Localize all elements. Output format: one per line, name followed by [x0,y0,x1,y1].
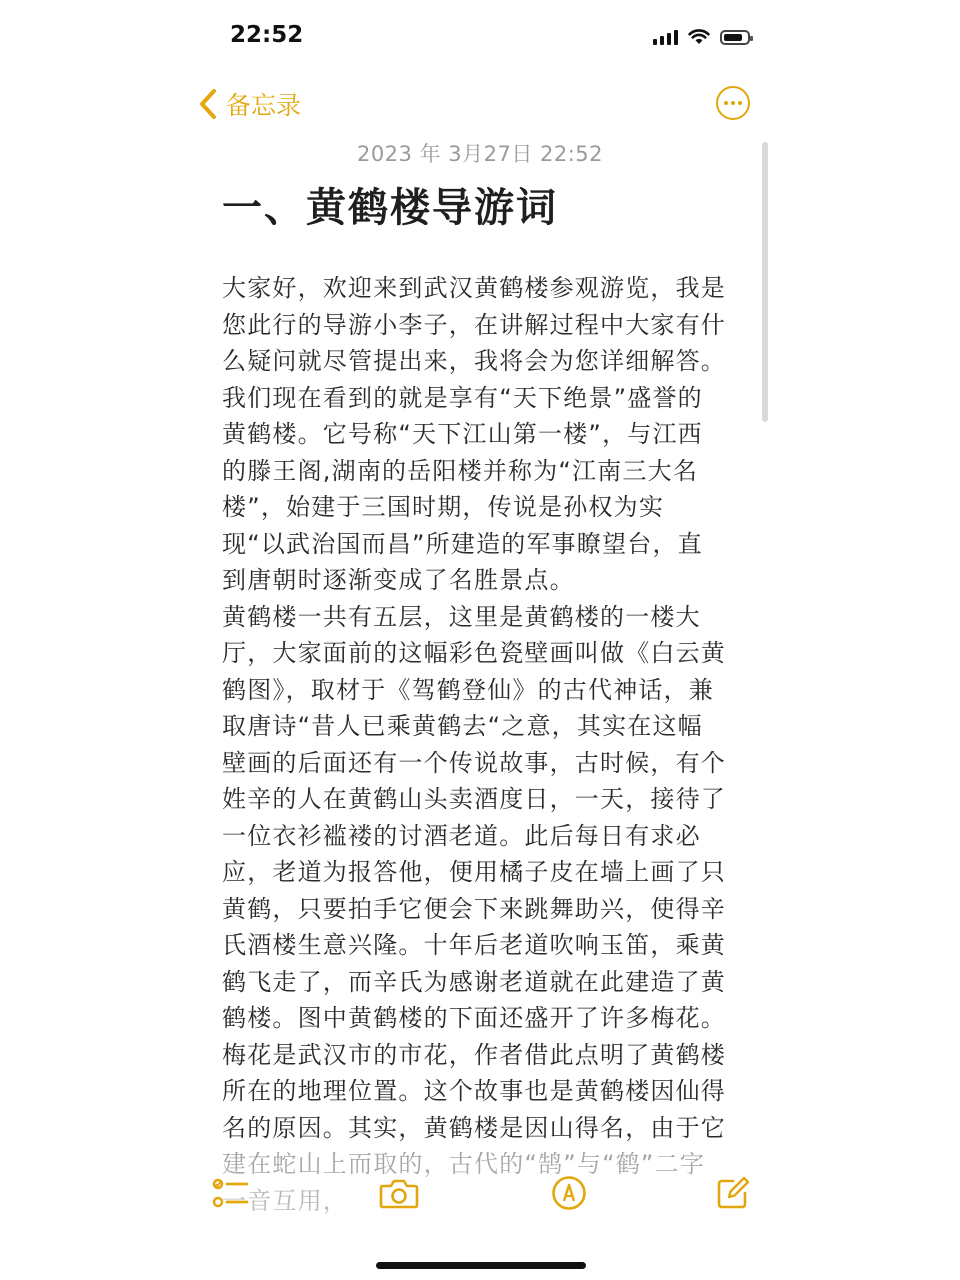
markup-button[interactable] [548,1172,590,1214]
status-icons [653,26,750,48]
note-body[interactable] [222,270,726,1219]
scrollbar[interactable] [762,142,768,422]
ellipsis-circle-icon [724,101,728,105]
bottom-toolbar [192,1172,768,1222]
back-button[interactable] [198,86,301,122]
checklist-icon [212,1176,250,1210]
pen-markup-icon [551,1175,587,1211]
notes-app-screen [192,0,768,1280]
back-label: 备忘录 [226,91,302,120]
note-paragraph: 大家好，欢迎来到武汉黄鹤楼参观游览，我是您此行的导游小李子，在讲解过程中大家有什么疑问就尽管提出来，我将会为您详细解答。 [222,274,726,375]
wifi-icon [688,29,710,45]
camera-icon [379,1177,419,1209]
compose-button[interactable] [712,1172,754,1214]
chevron-left-icon [198,88,218,120]
home-indicator[interactable] [376,1262,586,1269]
compose-icon [716,1176,750,1210]
battery-icon [720,30,750,45]
note-paragraph: 黄鹤楼一共有五层，这里是黄鹤楼的一楼大厅，大家面前的这幅彩色瓷壁画叫做《白云黄鹤图》，取材于《驾鹤登仙》的古代神话，兼取唐诗“昔人已乘黄鹤去“之意，其实在这幅壁画的后面还有一个传说故事，古时候，有个姓辛的人在黄鹤山头卖酒度日，一天，接待了一位衣衫褴褛的讨酒老道。此后每日有求必应，老道为报答他，便用橘子皮在墙上画了只黄鹤，只要拍手它便会下来跳舞助兴，使得辛氏酒楼生意兴隆。十年后老道吹响玉笛，乘黄鹤飞走了，而辛氏为感谢老道就在此建造了黄鹤楼。图中黄鹤楼的下面还盛开了许多梅花。梅花是武汉市的市花，作者借此点明了黄鹤楼所在的地理位置。这个故事也是黄鹤楼因仙得名的原因。其实，黄鹤楼是因山得名，由于它 [222,602,726,1142]
camera-button[interactable] [378,1172,420,1214]
more-options-button[interactable] [716,86,750,120]
note-title[interactable]: 一、黄鹤楼导游词 [222,185,558,231]
cellular-signal-icon [653,29,678,45]
checklist-button[interactable] [210,1172,252,1214]
status-time: 22:52 [230,22,304,48]
note-paragraph: 我们现在看到的就是享有“天下绝景”盛誉的黄鹤楼。它号称“天下江山第一楼”，与江西的滕王阁,湖南的岳阳楼并称为“江南三大名楼”，始建于三国时期，传说是孙权为实现“以武治国而昌”所建造的军事瞭望台，直到唐朝时逐渐变成了名胜景点。 [222,383,703,594]
note-date: 2023 年 3月27日 22:52 [356,142,604,166]
